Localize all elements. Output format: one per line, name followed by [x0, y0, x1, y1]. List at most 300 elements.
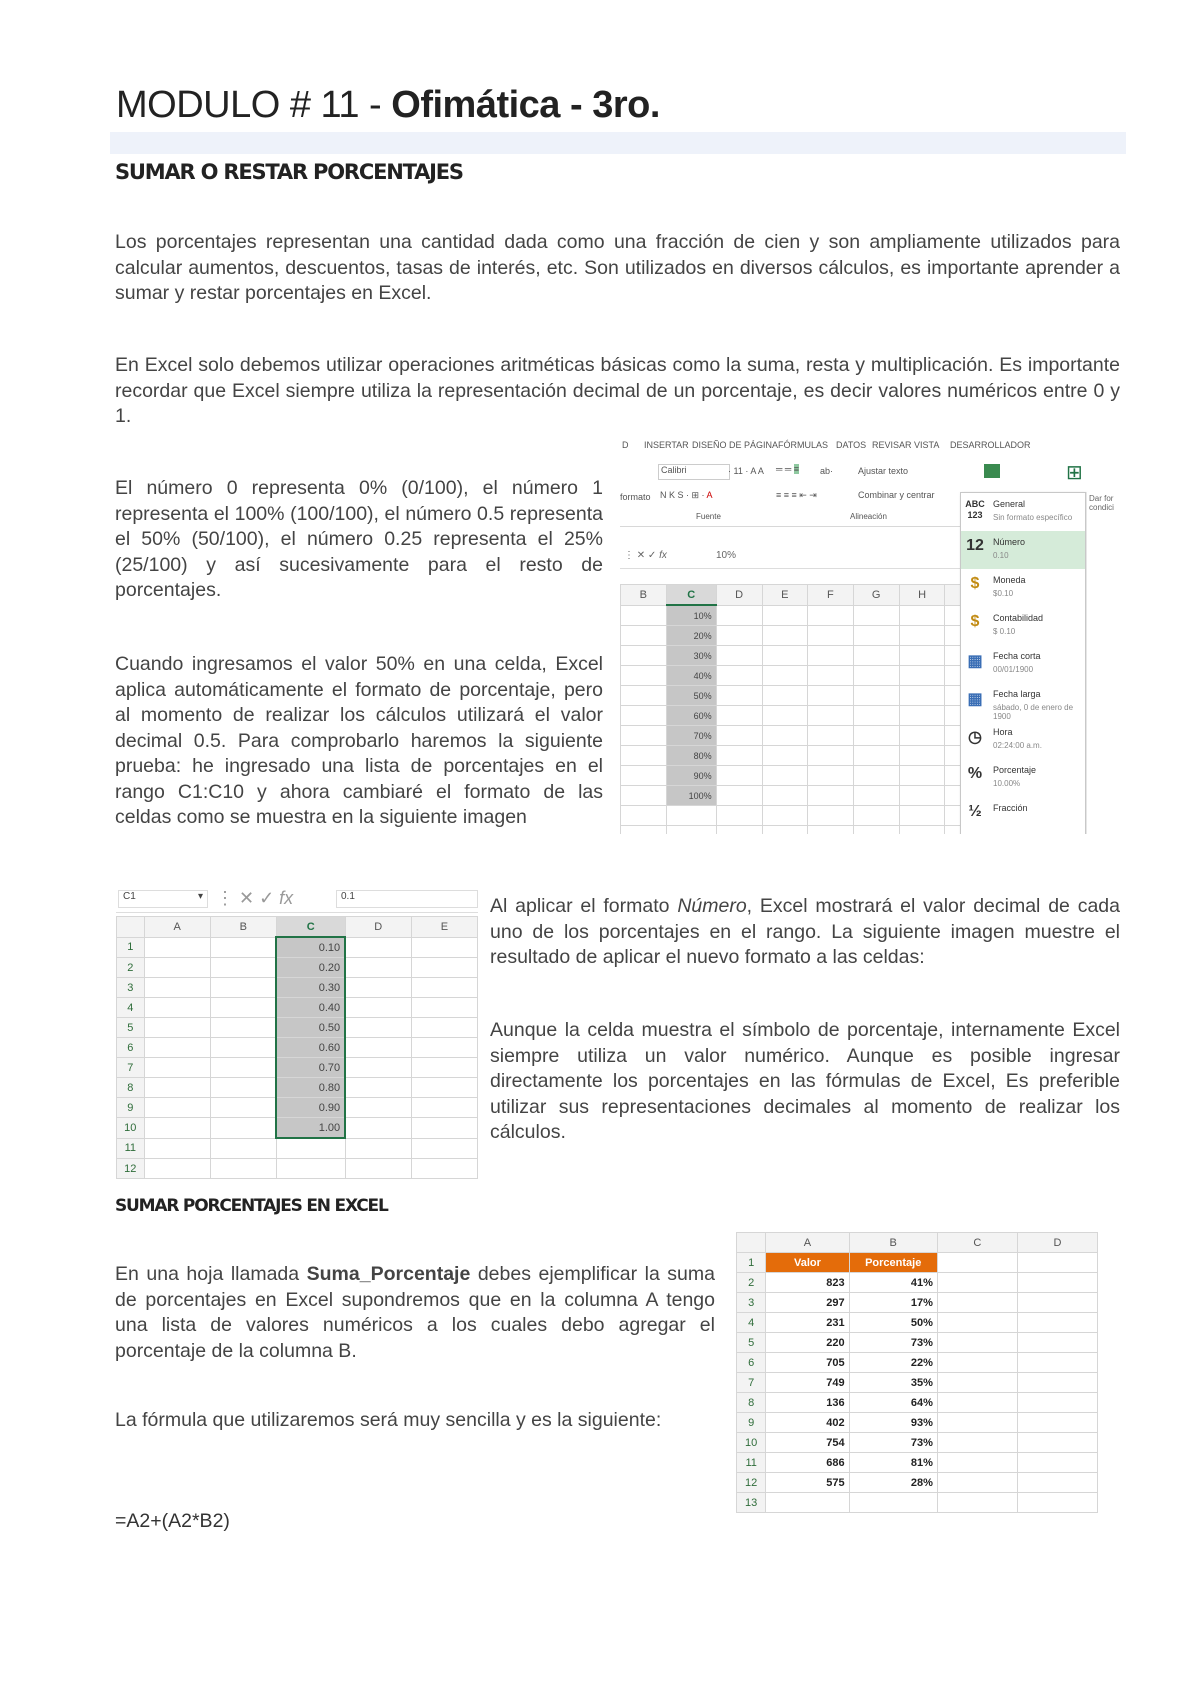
grid-cell: [808, 786, 853, 806]
value-cell: 575: [766, 1473, 849, 1493]
grid-cell: [716, 766, 762, 786]
grid-cell: [899, 766, 945, 786]
table-row: [117, 1138, 478, 1159]
fx-icons: ⋮ ✕ ✓ fx: [216, 888, 294, 908]
percent-cell: 81%: [849, 1453, 937, 1473]
grid-cell: [345, 978, 411, 998]
table-row: [117, 1058, 478, 1078]
grid-cell: [853, 605, 899, 626]
column-header: D: [1017, 1233, 1097, 1253]
column-header: D: [716, 585, 762, 606]
grid-cell: [411, 1038, 477, 1058]
grid-cell: 70%: [666, 726, 716, 746]
grid-cell: [345, 1038, 411, 1058]
table-row: [737, 1433, 1098, 1453]
table-row: [737, 1393, 1098, 1413]
percent-cell: 28%: [849, 1473, 937, 1493]
align-top-icons: ═ ═ ≡: [776, 464, 800, 474]
format-menu-sample: 02:24:00 a.m.: [993, 741, 1042, 750]
format-menu-label: Fracción: [993, 803, 1028, 813]
grid-cell: [144, 958, 210, 978]
grid-cell: [345, 1078, 411, 1098]
grid-cell: [411, 1098, 477, 1118]
table-row: [117, 1078, 478, 1098]
grid-cell: [210, 1138, 276, 1159]
format-menu-item: [961, 759, 1085, 797]
value-cell: 402: [766, 1413, 849, 1433]
grid-cell: [937, 1413, 1017, 1433]
text-run: debes ejemplificar la suma de porcentajes en Excel supondremos que en la columna A tengo una lista de valores numéricos a los cuales debo agregar el porcentaje de la columna B.: [115, 1263, 715, 1362]
grid-cell: [808, 766, 853, 786]
row-header: 4: [117, 998, 145, 1018]
grid-cell: [716, 666, 762, 686]
corner-cell: [117, 917, 145, 938]
grid-cell: 40%: [666, 666, 716, 686]
grid-cell: 0.30: [276, 978, 345, 998]
format-menu-item: [961, 645, 1085, 683]
grid-cell: [762, 646, 808, 666]
font-size-icons: · 11 · A A: [728, 466, 764, 476]
grid-cell: [853, 786, 899, 806]
paragraph-text: Cuando ingresamos el valor 50% en una celda, Excel aplica automáticamente el formato de porcentaje, pero al momento de realizar los cálculos utilizará el valor decimal 0.5. Para comprobarlo haremos la siguiente prueba: he ingresado una lista de porcentajes en el rango C1:C10 y ahora cambiaré el formato de las celdas como se muestra en la siguiente imagen: [115, 653, 603, 828]
header-row: [737, 1233, 1098, 1253]
grid-cell: [411, 937, 477, 958]
paragraph-text: [115, 1262, 715, 1364]
grid-cell: [762, 706, 808, 726]
grid-cell: [716, 806, 762, 826]
format-menu-label: Fecha corta: [993, 651, 1041, 661]
formula-bar-2: [116, 886, 478, 913]
paragraph-number-format: [490, 894, 1120, 971]
grid-cell: [144, 998, 210, 1018]
grid-cell: [345, 1098, 411, 1118]
grid-cell: [144, 1038, 210, 1058]
format-type-icon: ◷: [968, 729, 982, 746]
grid-cell: [144, 1159, 210, 1179]
grid-cell: [937, 1273, 1017, 1293]
column-header: E: [411, 917, 477, 938]
grid-cell: [345, 937, 411, 958]
grid-cell: [716, 626, 762, 646]
row-header: 13: [737, 1493, 766, 1513]
percent-cell: 35%: [849, 1373, 937, 1393]
table-row: [737, 1493, 1098, 1513]
format-type-icon: ▦: [967, 653, 983, 670]
table-row: [117, 1098, 478, 1118]
column-header: B: [849, 1233, 937, 1253]
grid-cell: [411, 978, 477, 998]
format-menu-item: [961, 493, 1085, 531]
grid-cell: [666, 806, 716, 826]
format-menu-sample: 00/01/1900: [993, 665, 1034, 674]
column-header: B: [210, 917, 276, 938]
paragraph-number-representation: [115, 476, 603, 604]
paragraph-intro: [115, 230, 1120, 307]
grid-cell: [210, 978, 276, 998]
format-menu-label: Porcentaje: [993, 765, 1037, 775]
grid-cell: [899, 726, 945, 746]
grid-cell: [411, 1058, 477, 1078]
grid-cell: 0.10: [276, 937, 345, 958]
row-header: 1: [737, 1253, 766, 1273]
row-header: 2: [737, 1273, 766, 1293]
grid-cell: [621, 746, 667, 766]
grid-cell: [144, 1098, 210, 1118]
format-menu-item: [961, 569, 1085, 607]
row-header: 5: [737, 1333, 766, 1353]
grid-cell: [808, 746, 853, 766]
grid-cell: [937, 1293, 1017, 1313]
grid-cell: [853, 626, 899, 646]
format-type-icon: $: [970, 613, 980, 630]
format-type-icon: ABC 123: [965, 499, 985, 520]
format-menu-label: Contabilidad: [993, 613, 1044, 623]
grid-cell: [210, 1078, 276, 1098]
grid-cell: [716, 746, 762, 766]
ribbon-tab: DESARROLLADOR: [950, 440, 1031, 450]
format-menu-sample: $ 0.10: [993, 627, 1016, 636]
column-header: C: [937, 1233, 1017, 1253]
text-run: En una hoja llamada: [115, 1263, 307, 1285]
row-header: 11: [737, 1453, 766, 1473]
formula-text: =A2+(A2*B2): [115, 1510, 230, 1532]
text-run: , Excel mostrará el valor decimal de cada uno de los porcentajes en el rango. La siguiente imagen muestre el resultado de aplicar el nuevo formato a las celdas:: [490, 895, 1120, 968]
column-header: H: [899, 585, 945, 606]
row-header: 9: [737, 1413, 766, 1433]
paragraph-text: Los porcentajes representan una cantidad dada como una fracción de cien y son ampliamente utilizados para calcular aumentos, descuentos, tasas de interés, etc. Son utilizados en diversos cálculos, es importante aprender a sumar y restar porcentajes en Excel.: [115, 231, 1120, 304]
grid-cell: [899, 646, 945, 666]
column-header: A: [766, 1233, 849, 1253]
title-prefix: MODULO # 11 -: [116, 84, 392, 126]
grid-cell: [1017, 1493, 1097, 1513]
grid-cell: [345, 1138, 411, 1159]
grid-cell: [762, 826, 808, 835]
grid-cell: [210, 937, 276, 958]
percent-cell: 64%: [849, 1393, 937, 1413]
grid-cell: [716, 726, 762, 746]
grid-cell: [210, 1118, 276, 1139]
excel-decimal-screenshot: [116, 886, 478, 1186]
grid-cell: [853, 746, 899, 766]
grid-cell: [937, 1333, 1017, 1353]
grid-cell: [621, 806, 667, 826]
sheet-table-3: [736, 1232, 1098, 1513]
column-header: D: [345, 917, 411, 938]
grid-cell: [210, 1098, 276, 1118]
percent-cell: 93%: [849, 1413, 937, 1433]
grid-cell: [808, 666, 853, 686]
paragraph-suma-porcentaje: [115, 1262, 715, 1364]
row-header: 7: [737, 1373, 766, 1393]
value-cell: 754: [766, 1433, 849, 1453]
value-cell: 297: [766, 1293, 849, 1313]
grid-cell: [621, 706, 667, 726]
table-row: [117, 1018, 478, 1038]
row-header: 10: [737, 1433, 766, 1453]
grid-cell: [1017, 1253, 1097, 1273]
title-bold: Ofimática - 3ro.: [391, 84, 660, 126]
grid-cell: [144, 1078, 210, 1098]
grid-cell: [899, 706, 945, 726]
table-row: [737, 1353, 1098, 1373]
value-cell: 749: [766, 1373, 849, 1393]
section-heading-sumar-restar: SUMAR O RESTAR PORCENTAJES: [115, 160, 463, 184]
grid-cell: [937, 1473, 1017, 1493]
grid-cell: [716, 646, 762, 666]
sheet-table-2: [116, 916, 478, 1179]
grid-cell: [937, 1433, 1017, 1453]
grid-cell: 0.50: [276, 1018, 345, 1038]
grid-cell: [276, 1138, 345, 1159]
row-header: 8: [117, 1078, 145, 1098]
grid-cell: [762, 666, 808, 686]
grid-cell: [411, 1159, 477, 1179]
text-run-bold: Suma_Porcentaje: [306, 1263, 471, 1285]
grid-cell: [411, 1138, 477, 1159]
grid-cell: [716, 706, 762, 726]
grid-cell: [716, 786, 762, 806]
grid-cell: [621, 666, 667, 686]
grid-cell: [716, 686, 762, 706]
row-header: 6: [117, 1038, 145, 1058]
grid-cell: [762, 686, 808, 706]
text-run: Al aplicar el formato: [490, 895, 678, 917]
ribbon-tab: INSERTAR: [644, 440, 689, 450]
grid-cell: [808, 706, 853, 726]
grid-cell: [762, 746, 808, 766]
grid-cell: [937, 1313, 1017, 1333]
grid-cell: 0.80: [276, 1078, 345, 1098]
ribbon-right-partial: Dar for condici: [1086, 492, 1122, 834]
fx-cancel-icons: ⋮ ✕ ✓ fx: [624, 550, 667, 561]
grid-cell: [762, 605, 808, 626]
table-row: [737, 1313, 1098, 1333]
percent-cell: 17%: [849, 1293, 937, 1313]
corner-cell: [737, 1233, 766, 1253]
format-menu-label: Hora: [993, 727, 1013, 737]
value-cell: 231: [766, 1313, 849, 1333]
value-cell: 823: [766, 1273, 849, 1293]
format-menu-sample: sábado, 0 de enero de 1900: [993, 703, 1074, 721]
paragraph-formula-intro: [115, 1408, 715, 1434]
table-row: [737, 1413, 1098, 1433]
format-menu-sample: 0.10: [993, 551, 1009, 560]
row-header: 4: [737, 1313, 766, 1333]
grid-cell: [853, 686, 899, 706]
grid-cell: 80%: [666, 746, 716, 766]
grid-cell: [621, 626, 667, 646]
grid-cell: 50%: [666, 686, 716, 706]
format-menu-sample: Sin formato específico: [993, 513, 1073, 522]
grid-cell: [899, 746, 945, 766]
grid-cell: [1017, 1333, 1097, 1353]
column-header: C: [666, 585, 716, 606]
grid-cell: [808, 726, 853, 746]
font-style-icons: N K S · ⊞ · A: [660, 490, 713, 500]
grid-cell: [853, 826, 899, 835]
table-row: [117, 978, 478, 998]
header-cell-porcentaje: Porcentaje: [849, 1253, 937, 1273]
chevron-down-icon: ▾: [197, 891, 203, 902]
ribbon-tab: VISTA: [914, 440, 940, 450]
row-header: 2: [117, 958, 145, 978]
grid-cell: [411, 998, 477, 1018]
grid-cell: [411, 1078, 477, 1098]
grid-cell: 0.70: [276, 1058, 345, 1078]
grid-cell: [621, 726, 667, 746]
table-row: [737, 1373, 1098, 1393]
grid-cell: 0.90: [276, 1098, 345, 1118]
column-header: E: [762, 585, 808, 606]
row-header: 1: [117, 937, 145, 958]
grid-cell: [210, 958, 276, 978]
grid-cell: [849, 1493, 937, 1513]
grid-cell: [144, 1118, 210, 1139]
format-menu-label: General: [993, 499, 1026, 509]
ribbon-tab: REVISAR: [872, 440, 912, 450]
grid-cell: [937, 1393, 1017, 1413]
group-label-align: Alineación: [850, 512, 887, 521]
grid-cell: [853, 706, 899, 726]
number-format-menu: [960, 492, 1086, 834]
format-type-icon: ▦: [967, 691, 983, 708]
grid-cell: 0.20: [276, 958, 345, 978]
grid-cell: [411, 1118, 477, 1139]
grid-cell: [899, 626, 945, 646]
grid-cell: [937, 1453, 1017, 1473]
grid-cell: [1017, 1373, 1097, 1393]
grid-cell: [345, 998, 411, 1018]
name-box-value: C1: [123, 891, 136, 902]
row-header: 7: [117, 1058, 145, 1078]
formula-value: 10%: [716, 550, 737, 561]
grid-cell: 60%: [666, 706, 716, 726]
grid-cell: [210, 1058, 276, 1078]
ribbon-tab: DATOS: [836, 440, 867, 450]
format-menu-label: Fecha larga: [993, 689, 1041, 699]
format-menu-item: [961, 721, 1085, 759]
percent-cell: 50%: [849, 1313, 937, 1333]
format-type-icon: %: [967, 765, 983, 782]
table-row: [117, 1118, 478, 1139]
section-heading-sumar-excel: SUMAR PORCENTAJES EN EXCEL: [115, 1196, 388, 1216]
grid-cell: [899, 806, 945, 826]
grid-cell: 30%: [666, 646, 716, 666]
grid-cell: [1017, 1313, 1097, 1333]
grid-cell: 90%: [666, 766, 716, 786]
grid-cell: [1017, 1353, 1097, 1373]
text-run-italic: Número: [677, 895, 747, 917]
grid-cell: 100%: [666, 786, 716, 806]
ribbon-tab: DISEÑO DE PÁGINA: [692, 440, 779, 450]
row-header: 12: [117, 1159, 145, 1179]
grid-cell: [144, 978, 210, 998]
grid-cell: [808, 646, 853, 666]
excel-valor-porcentaje-screenshot: [736, 1232, 1098, 1522]
page-title: [116, 84, 660, 127]
format-menu-item: [961, 683, 1085, 721]
grid-cell: [937, 1353, 1017, 1373]
grid-cell: 1.00: [276, 1118, 345, 1139]
grid-cell: [345, 1018, 411, 1038]
grid-cell: [276, 1159, 345, 1179]
percent-cell: 41%: [849, 1273, 937, 1293]
grid-cell: 20%: [666, 626, 716, 646]
table-row: [117, 958, 478, 978]
value-cell: 686: [766, 1453, 849, 1473]
wrap-text-button: Ajustar texto: [858, 466, 909, 476]
grid-cell: [937, 1253, 1017, 1273]
grid-cell: [345, 1159, 411, 1179]
grid-cell: [621, 826, 667, 835]
row-header: 3: [737, 1293, 766, 1313]
grid-cell: [621, 646, 667, 666]
row-header: 9: [117, 1098, 145, 1118]
align-icons: ≡ ≡ ≡ ⇤ ⇥: [776, 490, 817, 500]
ribbon-tab-partial: D: [622, 440, 629, 450]
format-type-icon: $: [970, 575, 980, 592]
table-row: [117, 1159, 478, 1179]
group-label-font: Fuente: [696, 512, 721, 521]
table-row: [737, 1253, 1098, 1273]
paragraph-excel-operations: [115, 353, 1120, 430]
row-header: 5: [117, 1018, 145, 1038]
grid-cell: [621, 686, 667, 706]
orientation-icon: ab·: [820, 466, 834, 476]
grid-cell: [899, 666, 945, 686]
grid-cell: [762, 626, 808, 646]
paragraph-text: En Excel solo debemos utilizar operaciones aritméticas básicas como la suma, resta y multiplicación. Es importante recordar que Excel siempre utiliza la representación decimal de un porcentaje, es decir valores numéricos entre 0 y 1.: [115, 354, 1120, 427]
table-row: [737, 1333, 1098, 1353]
percent-cell: 73%: [849, 1433, 937, 1453]
grid-cell: [345, 1058, 411, 1078]
value-cell: 220: [766, 1333, 849, 1353]
excel-format-screenshot: [620, 434, 1122, 834]
grid-cell: [762, 766, 808, 786]
merge-center-button: Combinar y centrar: [858, 490, 935, 500]
percent-cell: 73%: [849, 1333, 937, 1353]
grid-cell: [853, 806, 899, 826]
ribbon-tab: FÓRMULAS: [778, 440, 829, 450]
grid-cell: [144, 937, 210, 958]
conditional-format-icon: ⊞: [1066, 462, 1083, 484]
paragraph-text: Aunque la celda muestra el símbolo de porcentaje, internamente Excel siempre utiliza un valor numérico. Aunque es posible ingresar directamente los porcentajes en las fórmulas de Excel, Es preferible utilizar sus representaciones decimales al momento de realizar los cálculos.: [490, 1019, 1120, 1143]
format-menu-label: Moneda: [993, 575, 1026, 585]
grid-cell: [621, 786, 667, 806]
name-box: [118, 890, 208, 908]
grid-cell: [210, 1159, 276, 1179]
format-type-icon: ½: [968, 803, 982, 820]
grid-cell: [762, 786, 808, 806]
grid-cell: [899, 826, 945, 835]
paragraph-percentage-test: [115, 652, 603, 831]
grid-cell: [899, 605, 945, 626]
format-menu-item: [961, 797, 1085, 834]
grid-cell: [853, 666, 899, 686]
grid-cell: [937, 1373, 1017, 1393]
grid-cell: [937, 1493, 1017, 1513]
percent-cell: 22%: [849, 1353, 937, 1373]
grid-cell: [1017, 1433, 1097, 1453]
font-name-box: Calibri: [658, 464, 730, 480]
table-row: [737, 1473, 1098, 1493]
column-header: A: [144, 917, 210, 938]
grid-cell: [853, 766, 899, 786]
grid-cell: [1017, 1393, 1097, 1413]
value-cell: 705: [766, 1353, 849, 1373]
header-row: [117, 917, 478, 938]
grid-cell: [345, 1118, 411, 1139]
